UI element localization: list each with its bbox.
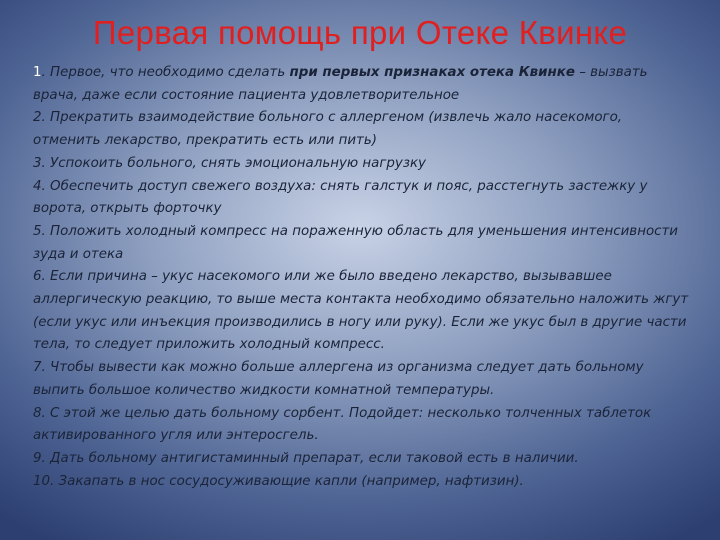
item-text-end: – вызвать врача, даже если состояние пациента удовлетворительное xyxy=(33,65,648,103)
list-item xyxy=(33,62,693,107)
first-aid-list xyxy=(33,62,693,493)
list-item: 10. Закапать в нос сосудосуживающие капли (например, нафтизин). xyxy=(33,473,524,489)
list-item: 4. Обеспечить доступ свежего воздуха: снять галстук и пояс, расстегнуть застежку у ворота, открыть форточку xyxy=(33,178,648,217)
list-item: 3. Успокоить больного, снять эмоциональную нагрузку xyxy=(33,155,426,171)
slide-title: Первая помощь при Отеке Квинке xyxy=(92,14,628,51)
list-item: 8. С этой же целью дать больному сорбент. Подойдет: несколько толченных таблеток активированного угля или энтеросгель. xyxy=(33,405,652,444)
list-item: 9. Дать больному антигистаминный препарат, если таковой есть в наличии. xyxy=(33,450,579,466)
list-item: 2. Прекратить взаимодействие больного с аллергеном (извлечь жало насекомого, отменить лекарство, прекратить есть или пить) xyxy=(33,110,623,149)
item-text-emphasis: при первых признаках отека Квинке xyxy=(289,65,575,80)
list-item: 5. Положить холодный компресс на пораженную область для уменьшения интенсивности зуда и отека xyxy=(33,223,679,262)
item-number: 1 xyxy=(33,65,42,80)
list-item: 6. Если причина – укус насекомого или же было введено лекарство, вызывавшее аллергическую реакцию, то выше места контакта необходимо обязательно наложить жгут (если укус или инъекция производились в ногу или руку). Если же укус был в другие части тела, то следует приложить холодный компресс. xyxy=(33,269,689,353)
list-item: 7. Чтобы вывести как можно больше аллергена из организма следует дать больному выпить большое количество жидкости комнатной температуры. xyxy=(33,360,644,398)
item-text-start: . Первое, что необходимо сделать xyxy=(41,65,290,80)
